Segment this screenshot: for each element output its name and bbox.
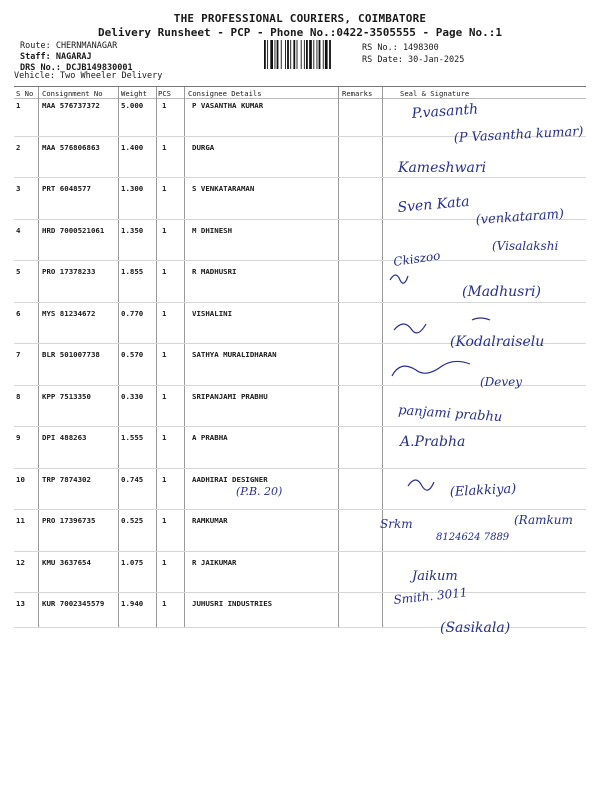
row-weight: 1.400	[121, 143, 144, 152]
row-consignment-no: KPP 7513350	[42, 392, 91, 401]
row-weight: 0.330	[121, 392, 144, 401]
drs-value: DCJB149830001	[66, 63, 133, 73]
staff-line	[20, 52, 92, 63]
row-consignee: AADHIRAI DESIGNER	[192, 475, 268, 484]
signature-row1-a: P.vasanth	[411, 101, 479, 122]
col-header-consignment: Consignment No	[42, 89, 103, 98]
row-consignment-no: TRP 7874302	[42, 475, 91, 484]
row-pcs: 1	[162, 516, 167, 525]
row-consignee: S VENKATARAMAN	[192, 184, 255, 193]
rs-number: RS No.: 1498300	[362, 43, 439, 53]
row-consignee: A PRABHA	[192, 433, 228, 442]
row-weight: 1.855	[121, 267, 144, 276]
staff-value: NAGARAJ	[55, 52, 92, 62]
row-consignment-no: MAA 576806863	[42, 143, 100, 152]
row-weight: 1.350	[121, 226, 144, 235]
row-consignment-no: PRO 17378233	[42, 267, 96, 276]
row-pcs: 1	[162, 267, 167, 276]
row-consignment-no: KMU 3637654	[42, 558, 91, 567]
signature-column	[372, 90, 600, 650]
row-pcs: 1	[162, 392, 167, 401]
row-consignee: JUHUSRI INDUSTRIES	[192, 599, 273, 608]
signature-row2: Kameshwari	[398, 160, 487, 176]
signature-scribble	[392, 361, 470, 376]
row-weight: 0.525	[121, 516, 144, 525]
row-sno: 12	[16, 558, 25, 567]
row-sno: 6	[16, 309, 21, 318]
col-divider	[156, 87, 157, 627]
runsheet-subtitle: Delivery Runsheet - PCP - Phone No.:0422-3505555 - Page No.:1	[98, 26, 502, 39]
col-header-weight: Weight	[121, 89, 147, 98]
row-consignee: RAMKUMAR	[192, 516, 228, 525]
row-pcs: 1	[162, 184, 167, 193]
barcode	[263, 40, 356, 69]
col-header-remarks: Remarks	[342, 89, 373, 98]
row-consignment-no: HRD 7000521061	[42, 226, 105, 235]
signature-scribble	[390, 275, 408, 283]
row-weight: 1.300	[121, 184, 144, 193]
table-top-rule	[14, 86, 586, 87]
row-sno: 5	[16, 267, 21, 276]
row-sno: 10	[16, 475, 25, 484]
row-consignee: DURGA	[192, 143, 215, 152]
row-weight: 0.570	[121, 350, 144, 359]
row-pcs: 1	[162, 558, 167, 567]
col-header-signature: Seal & Signature	[400, 89, 470, 98]
row-weight: 0.745	[121, 475, 144, 484]
row-sno: 1	[16, 101, 21, 110]
col-divider	[38, 87, 39, 627]
row-weight: 1.555	[121, 433, 144, 442]
signature-row7: (Devey	[480, 375, 523, 389]
route-label: Route: CHERNMANAGAR	[20, 41, 118, 51]
row-weight: 1.940	[121, 599, 144, 608]
signature-scribble	[394, 318, 490, 333]
row-pcs: 1	[162, 599, 167, 608]
signature-row8: panjami prabhu	[397, 403, 503, 426]
row-consignee: VISHALINI	[192, 309, 233, 318]
signature-row6: (Kodalraiselu	[450, 334, 545, 350]
signature-row5-b: (Madhusri)	[462, 284, 541, 300]
col-header-sno: S No	[16, 89, 34, 98]
signature-scribble	[408, 480, 434, 490]
row-consignment-no: PRO 17396735	[42, 516, 96, 525]
row-consignee: R JAIKUMAR	[192, 558, 237, 567]
row-sno: 3	[16, 184, 21, 193]
drs-label: DRS No.:	[20, 63, 61, 73]
row-consignment-no: KUR 7002345579	[42, 599, 105, 608]
signature-row3-a: Sven Kata	[396, 193, 471, 216]
handwritten-stamp-note	[232, 478, 322, 504]
signature-row3-b: (venkataram)	[475, 206, 565, 228]
row-sno: 8	[16, 392, 21, 401]
row-consignment-no: DPI 488263	[42, 433, 87, 442]
rs-info	[362, 42, 464, 66]
staff-label: Staff:	[20, 52, 51, 62]
row-consignee: R MADHUSRI	[192, 267, 237, 276]
signature-row11-c: 8124624 7889	[436, 532, 510, 543]
row-weight: 1.075	[121, 558, 144, 567]
stamp-note-text: (P.B. 20)	[236, 485, 283, 498]
col-header-consignee: Consignee Details	[188, 89, 262, 98]
row-consignee: SRIPANJAMI PRABHU	[192, 392, 268, 401]
col-header-pcs: PCS	[158, 89, 171, 98]
row-consignment-no: PRT 6048577	[42, 184, 91, 193]
signature-row11-b: (Ramkum	[514, 513, 573, 527]
row-sno: 11	[16, 516, 25, 525]
row-sno: 4	[16, 226, 21, 235]
signature-row11-a: Srkm	[380, 517, 413, 531]
signature-row5-a: Ckiszoo	[392, 248, 442, 269]
row-pcs: 1	[162, 350, 167, 359]
row-consignee: M DHINESH	[192, 226, 233, 235]
rs-date: RS Date: 30-Jan-2025	[362, 55, 465, 65]
row-consignment-no: MYS 81234672	[42, 309, 96, 318]
row-sno: 9	[16, 433, 21, 442]
vehicle-label: Vehicle: Two Wheeler Delivery	[14, 71, 163, 81]
signature-row1-b: (P Vasantha kumar)	[453, 124, 584, 146]
col-divider	[118, 87, 119, 627]
signature-row13-a: Smith. 3011	[392, 585, 469, 607]
row-consignee: SATHYA MURALIDHARAN	[192, 350, 277, 359]
row-pcs: 1	[162, 475, 167, 484]
row-pcs: 1	[162, 433, 167, 442]
signature-row13-b: (Sasikala)	[440, 620, 511, 636]
row-sno: 2	[16, 143, 21, 152]
signature-row4: (Visalakshi	[492, 239, 559, 253]
row-weight: 5.000	[121, 101, 144, 110]
signature-row9: A.Prabha	[400, 434, 466, 450]
company-title: THE PROFESSIONAL COURIERS, COIMBATORE	[173, 12, 427, 25]
row-pcs: 1	[162, 143, 167, 152]
col-divider	[338, 87, 339, 627]
row-consignee: P VASANTHA KUMAR	[192, 101, 264, 110]
row-consignment-no: MAA 576737372	[42, 101, 100, 110]
col-divider	[184, 87, 185, 627]
row-consignment-no: BLR 501007738	[42, 350, 100, 359]
row-pcs: 1	[162, 309, 167, 318]
row-pcs: 1	[162, 226, 167, 235]
row-sno: 13	[16, 599, 25, 608]
row-sno: 7	[16, 350, 21, 359]
signature-row10: (Elakkiya)	[449, 481, 517, 500]
row-pcs: 1	[162, 101, 167, 110]
signature-row12: Jaikum	[412, 569, 458, 584]
row-weight: 0.770	[121, 309, 144, 318]
